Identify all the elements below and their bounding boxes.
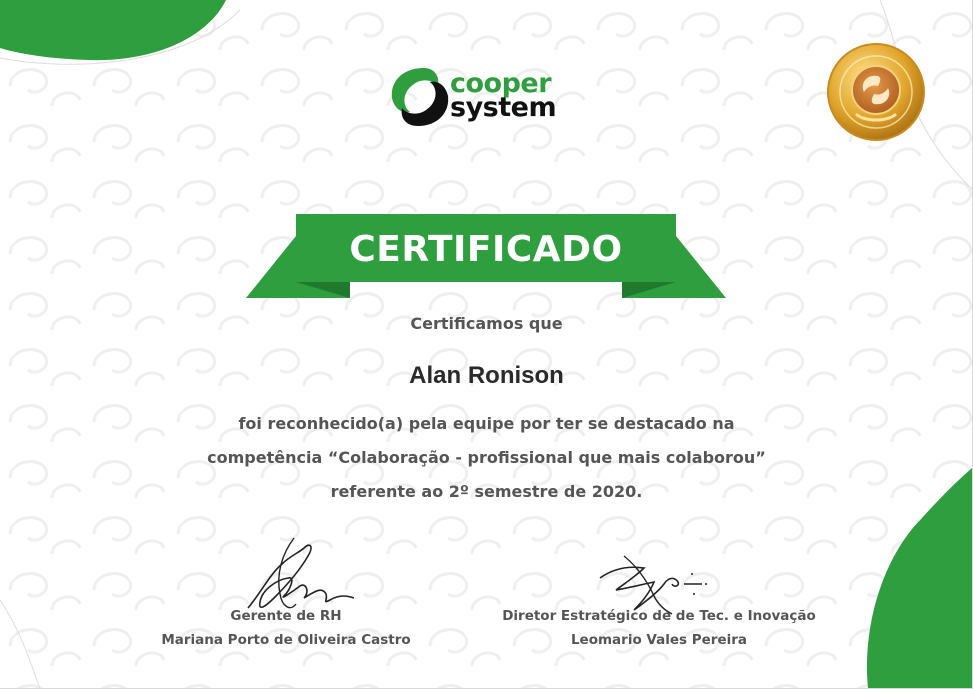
signatory-name-2: Leomario Vales Pereira	[570, 632, 748, 648]
gold-medal-icon	[826, 42, 926, 142]
signature-hr-manager	[230, 534, 360, 618]
signatory-role-2: Diretor Estratégico de de Tec. e Inovação	[502, 608, 816, 624]
certificate-title: CERTIFICADO	[349, 228, 623, 270]
body-line-2: competência “Colaboração - profissional que mais colaborou”	[207, 448, 766, 467]
corner-decoration-bottom-right	[862, 468, 972, 688]
signatory-role-1: Gerente de RH	[230, 608, 342, 624]
body-line-3: referente ao 2º semestre de 2020.	[330, 482, 643, 501]
signatory-name-1: Mariana Porto de Oliveira Castro	[161, 632, 411, 648]
intro-text: Certificamos que	[410, 314, 563, 333]
body-line-1: foi reconhecido(a) pela equipe por ter se destacado na	[238, 414, 735, 433]
logo-text-cooper: cooper	[450, 68, 552, 99]
recipient-name: Alan Ronison	[409, 362, 564, 389]
cooper-system-logo	[388, 64, 588, 128]
logo-text-system: system	[450, 92, 557, 123]
cooper-swirl-icon	[388, 66, 452, 128]
corner-decoration-top-left	[0, 0, 240, 70]
